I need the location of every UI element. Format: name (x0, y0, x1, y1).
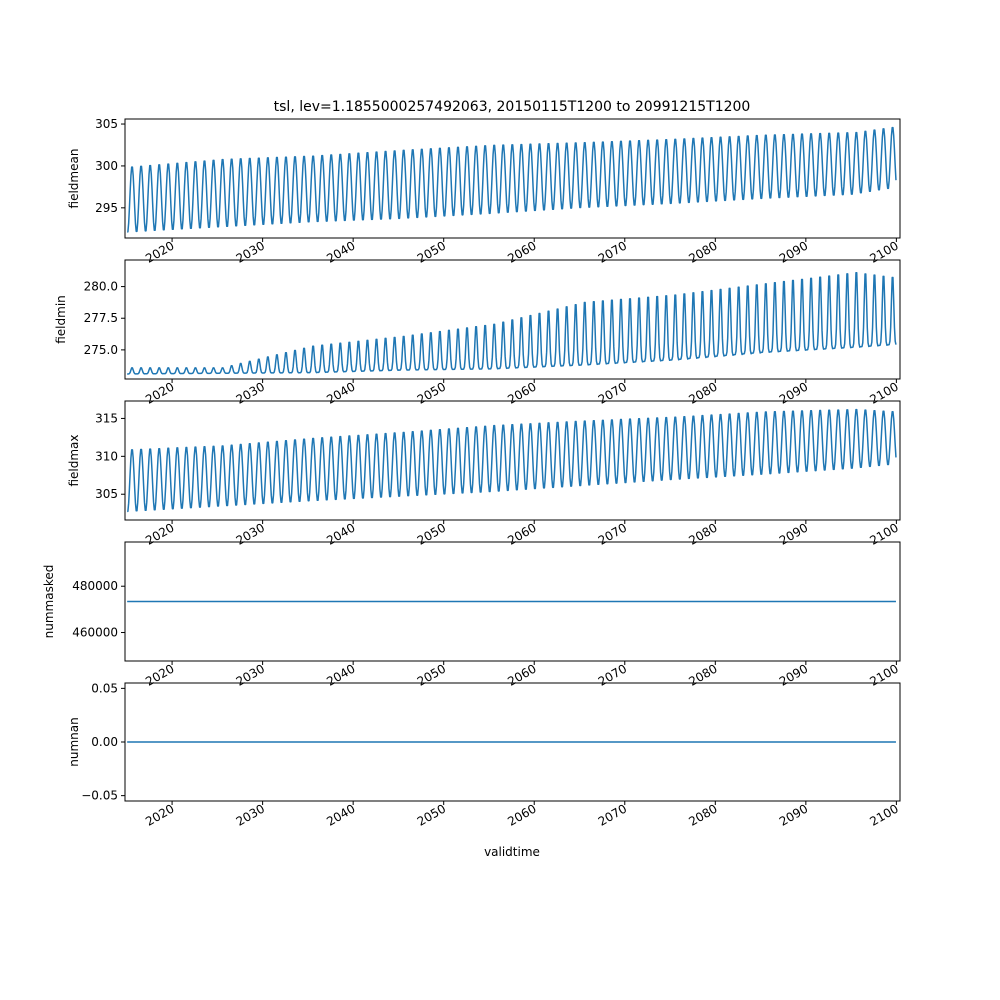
xtick-label: 2030 (233, 379, 268, 407)
xtick-label: 2020 (143, 801, 177, 829)
ytick-label: 315 (95, 411, 118, 426)
xtick-label: 2030 (233, 520, 268, 548)
ylabel-fieldmean: fieldmean (67, 148, 81, 209)
xtick-label: 2070 (595, 379, 630, 407)
xtick-label: 2100 (867, 801, 901, 829)
chart-title: tsl, lev=1.1855000257492063, 20150115T1200 to 20991215T1200 (273, 99, 751, 115)
panel-numnan (67, 681, 901, 859)
xtick-label: 2030 (233, 238, 268, 266)
panel-nummasked (42, 542, 901, 689)
ytick-label: 305 (95, 487, 118, 502)
xtick-label: 2070 (595, 661, 630, 689)
ytick-label: 310 (95, 449, 118, 464)
xtick-label: 2070 (595, 520, 630, 548)
ytick-label: 305 (95, 117, 118, 132)
xtick-label: 2050 (414, 238, 449, 266)
panel-fieldmax (67, 401, 901, 548)
xtick-label: 2020 (143, 379, 177, 407)
xtick-label: 2090 (776, 379, 811, 407)
xtick-label: 2080 (686, 801, 720, 829)
ytick-label: −0.05 (81, 788, 118, 803)
xtick-label: 2080 (686, 520, 720, 548)
xtick-label: 2050 (414, 379, 449, 407)
xtick-label: 2040 (324, 379, 358, 407)
panels (42, 117, 901, 859)
axes-frame-fieldmax (125, 401, 900, 520)
xtick-label: 2070 (595, 801, 630, 829)
xtick-label: 2060 (505, 520, 539, 548)
xtick-label: 2060 (505, 379, 539, 407)
xtick-label: 2100 (867, 379, 901, 407)
series-line-fieldmean (127, 128, 896, 232)
xlabel: validtime (484, 845, 540, 859)
ytick-label: 0.00 (91, 735, 118, 749)
xtick-label: 2080 (686, 238, 720, 266)
ylabel-numnan: numnan (67, 717, 81, 767)
series-line-fieldmax (127, 410, 896, 512)
xtick-label: 2070 (595, 238, 630, 266)
ytick-label: 0.05 (91, 681, 118, 696)
xtick-label: 2020 (143, 661, 177, 689)
xtick-label: 2060 (505, 238, 539, 266)
xtick-label: 2040 (324, 661, 358, 689)
xtick-label: 2050 (414, 520, 449, 548)
xtick-label: 2040 (324, 520, 358, 548)
xtick-label: 2020 (143, 520, 177, 548)
xtick-label: 2100 (867, 520, 901, 548)
ytick-label: 277.5 (83, 311, 118, 326)
xtick-label: 2080 (686, 661, 720, 689)
panel-fieldmin (54, 260, 901, 407)
xtick-label: 2100 (867, 661, 901, 689)
ytick-label: 480000 (72, 579, 118, 594)
ytick-label: 460000 (72, 625, 118, 640)
xtick-label: 2080 (686, 379, 720, 407)
xtick-label: 2020 (143, 238, 177, 266)
ytick-label: 295 (95, 200, 118, 215)
panel-fieldmean (67, 117, 901, 266)
xtick-label: 2050 (414, 661, 449, 689)
xtick-label: 2090 (776, 801, 811, 829)
xtick-label: 2030 (233, 661, 268, 689)
xtick-label: 2050 (414, 801, 449, 829)
ytick-label: 300 (95, 158, 118, 173)
xtick-label: 2100 (867, 238, 901, 266)
ytick-label: 280.0 (83, 279, 118, 294)
xtick-label: 2030 (233, 801, 268, 829)
ylabel-fieldmin: fieldmin (54, 295, 68, 344)
xtick-label: 2060 (505, 801, 539, 829)
series-line-fieldmin (127, 273, 896, 374)
ylabel-nummasked: nummasked (42, 564, 56, 639)
ylabel-fieldmax: fieldmax (67, 434, 81, 487)
xtick-label: 2090 (776, 661, 811, 689)
xtick-label: 2090 (776, 520, 811, 548)
xtick-label: 2090 (776, 238, 811, 266)
xtick-label: 2060 (505, 661, 539, 689)
xtick-label: 2040 (324, 801, 358, 829)
xtick-label: 2040 (324, 238, 358, 266)
ytick-label: 275.0 (83, 342, 118, 357)
